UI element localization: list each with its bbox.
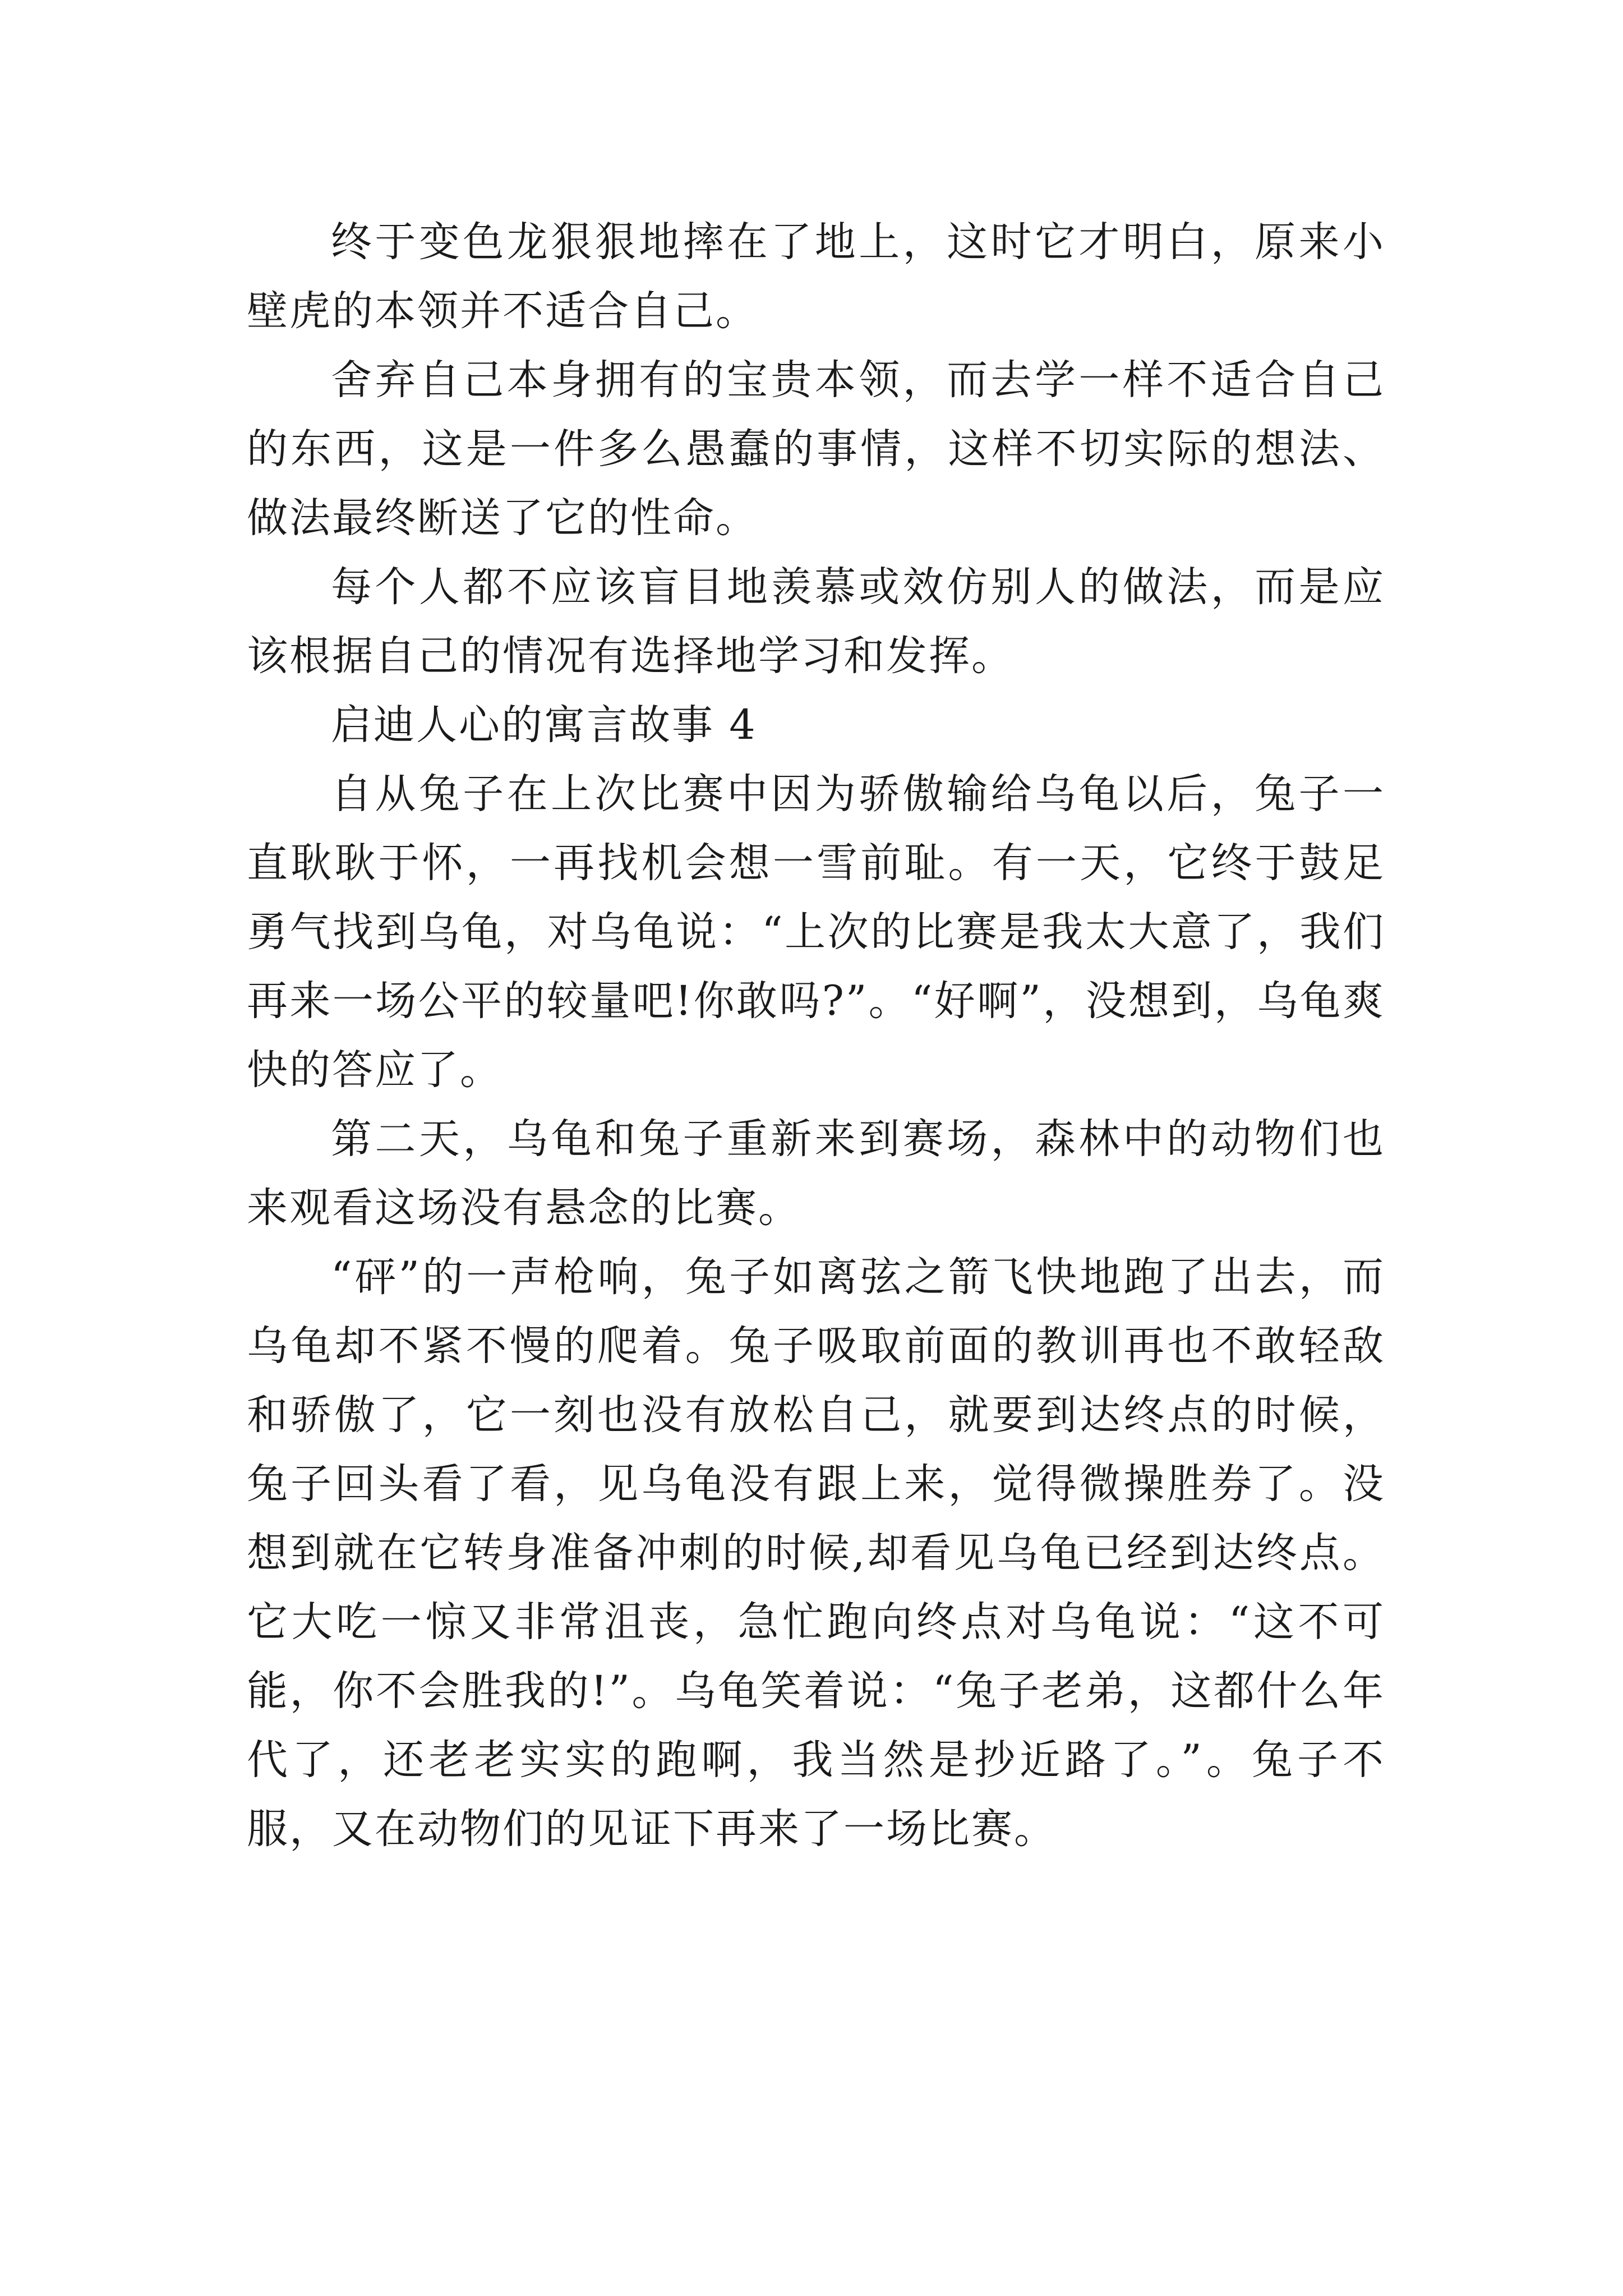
document-body — [247, 208, 1385, 1864]
paragraph-moral-abandon: 舍弃自己本身拥有的宝贵本领，而去学一样不适合自己的东西，这是一件多么愚蠢的事情，这样不切实际的想法、做法最终断送了它的性命。 — [247, 356, 1385, 542]
paragraph-race-outcome: “砰”的一声枪响，兔子如离弦之箭飞快地跑了出去，而乌龟却不紧不慢的爬着。兔子吸取前面的教训再也不敢轻敌和骄傲了，它一刻也没有放松自己，就要到达终点的时候，兔子回头看了看，见乌龟没有跟上来，觉得微操胜券了。没想到就在它转身准备冲刺的时候,却看见乌龟已经到达终点。它大吃一惊又非常沮丧，急忙跑向终点对乌龟说：“这不可能，你不会胜我的!”。乌龟笑着说：“兔子老弟，这都什么年代了，还老老实实的跑啊，我当然是抄近路了。”。兔子不服，又在动物们的见证下再来了一场比赛。 — [247, 1253, 1385, 1853]
paragraph-race-day: 第二天，乌龟和兔子重新来到赛场，森林中的动物们也来观看这场没有悬念的比赛。 — [247, 1115, 1385, 1232]
section-title: 启迪人心的寓言故事 4 — [331, 701, 757, 749]
paragraph-rematch-challenge: 自从兔子在上次比赛中因为骄傲输给乌龟以后，兔子一直耿耿于怀，一再找机会想一雪前耻。有一天，它终于鼓足勇气找到乌龟，对乌龟说：“上次的比赛是我太大意了，我们再来一场公平的较量吧!你敢吗?”。“好啊”，没想到，乌龟爽快的答应了。 — [247, 770, 1385, 1094]
paragraph-moral-advice: 每个人都不应该盲目地羡慕或效仿别人的做法，而是应该根据自己的情况有选择地学习和发挥。 — [247, 563, 1385, 680]
paragraph-chameleon-ending: 终于变色龙狠狠地摔在了地上，这时它才明白，原来小壁虎的本领并不适合自己。 — [247, 218, 1385, 335]
